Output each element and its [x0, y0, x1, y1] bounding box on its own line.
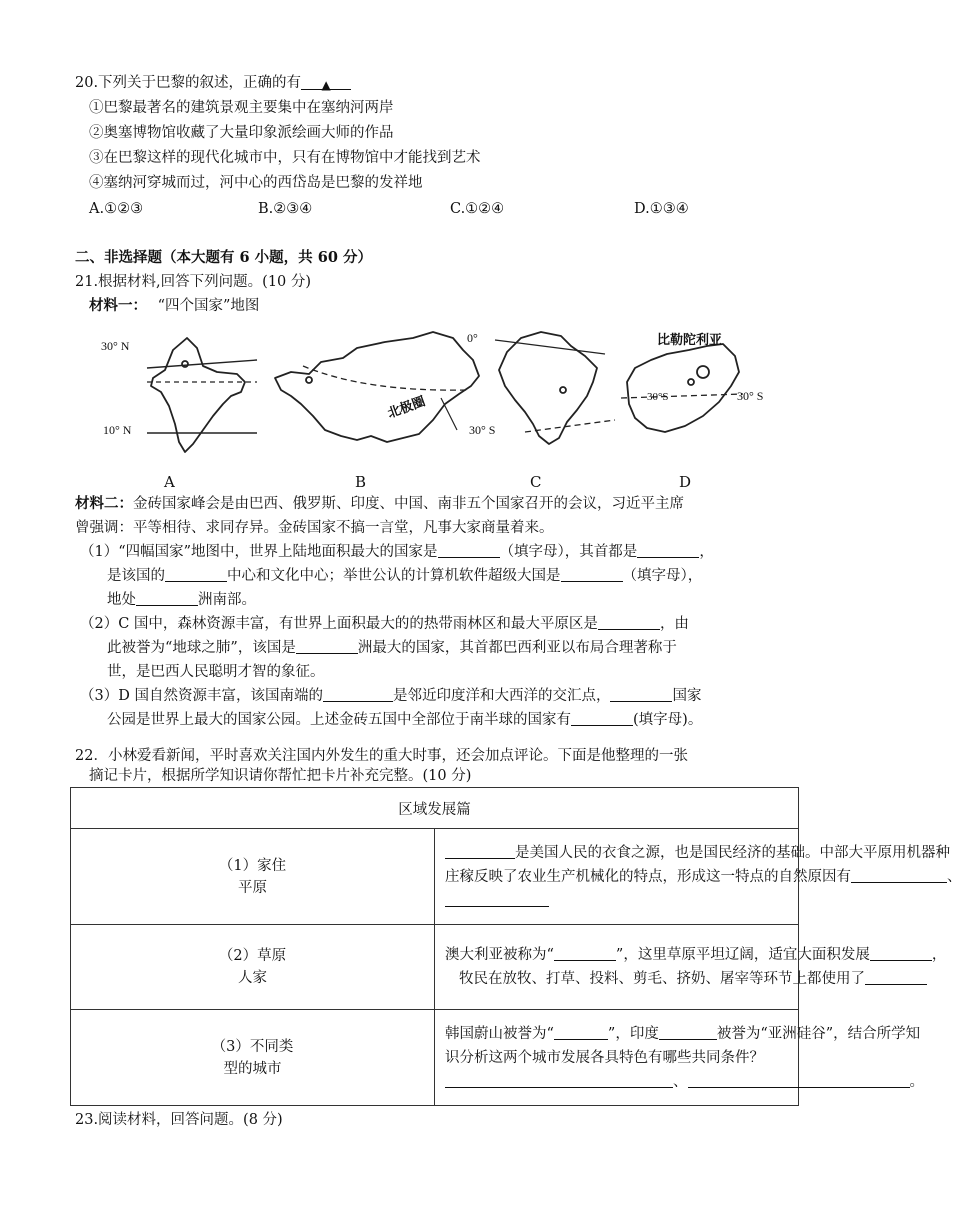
q21-p1-b: （填字母），其首都是: [499, 544, 638, 560]
q22-r2-left1: （2）草原: [218, 948, 287, 964]
q22-r1-blank3[interactable]: [445, 892, 549, 907]
map-c-brazil: [495, 332, 615, 444]
q22-card-table: [70, 787, 962, 1106]
q22-r2-blank3[interactable]: [865, 970, 927, 985]
q20-answer-blank[interactable]: [301, 75, 351, 90]
q22-r1-c: 、: [947, 868, 962, 885]
q21-p3-b: 是邻近印度洋和大西洋的交汇点，: [392, 688, 611, 704]
q21-part2-line2: [107, 638, 677, 658]
q21-part3-line2: [107, 710, 702, 730]
q22-r2-d: 牧民在放牧、打草、投料、剪毛、挤奶、屠宰等环节上都使用了: [459, 971, 865, 987]
q22-card-title: 区域发展篇: [71, 788, 799, 829]
q22-r3-e: 、: [673, 1073, 688, 1090]
q21-p1-e: 中心和文化中心；举世公认的计算机软件超级大国是: [227, 568, 561, 584]
q21-m1-label: 材料一：: [89, 297, 147, 314]
q21-material2-line1: [75, 494, 684, 514]
q22-r2-a: 澳大利亚被称为“: [445, 947, 554, 963]
q21-p3-a: （3）D 国自然资源丰富，该国南端的: [80, 688, 323, 704]
q22-row3-label: [71, 1010, 435, 1106]
q22-r3-f: 。: [909, 1073, 924, 1090]
q20-item-3: ③在巴黎这样的现代化城市中，只有在博物馆中才能找到艺术: [89, 150, 481, 166]
q21-p1-c: ，: [699, 544, 714, 560]
q22-r1-a: 是美国人民的衣食之源，也是国民经济的基础。中部大平原用机器种: [515, 844, 950, 861]
q20-item-4: ④塞纳河穿城而过，河中心的西岱岛是巴黎的发祥地: [89, 175, 423, 191]
map-d-capital: 比勒陀利亚: [657, 332, 723, 347]
q22-r3-b: ”，印度: [607, 1025, 659, 1042]
q22-r1-blank1[interactable]: [445, 844, 515, 859]
q21-p2-c: 此被誉为“地球之肺”，该国是: [107, 640, 296, 656]
q21-stem: 21.根据材料,回答下列问题。(10 分): [75, 274, 312, 290]
q21-p1-d: 是该国的: [107, 568, 165, 584]
q22-r1-left1: （1）家住: [218, 857, 287, 874]
q21-p1-blank2[interactable]: [637, 543, 699, 558]
q21-material1: [89, 296, 259, 316]
q20-stem-text: 20.下列关于巴黎的叙述，正确的有: [75, 75, 302, 91]
q22-r1-b: 庄稼反映了农业生产机械化的特点，形成这一特点的自然原因有: [445, 868, 851, 885]
map-b-russia: [275, 332, 479, 442]
four-countries-maps: [95, 320, 795, 470]
q20-option-d[interactable]: D.①③④: [634, 201, 689, 217]
map-label-a: A: [164, 473, 175, 491]
q21-m1-title: “四个国家”地图: [157, 298, 260, 314]
map-a-india: [147, 338, 257, 452]
q22-row1-label: [71, 829, 435, 925]
q22-row3-content: [435, 1010, 924, 1106]
q21-p3-blank3[interactable]: [571, 711, 633, 726]
q21-material2-line2: 曾强调：平等相待、求同存异。金砖国家不搞一言堂，凡事大家商量着来。: [75, 520, 554, 536]
q20-option-a[interactable]: A.①②③: [89, 201, 144, 217]
q21-part3-line1: [80, 686, 701, 706]
map-d-lat: 30° S: [737, 389, 764, 403]
q22-r3-left1: （3）不同类: [211, 1038, 294, 1055]
q22-r3-blank3[interactable]: [445, 1073, 673, 1088]
q22-r3-blank1[interactable]: [554, 1025, 608, 1040]
q20-option-b[interactable]: B.②③④: [258, 201, 313, 217]
q22-r3-d: 识分析这两个城市发展各具特色有哪些共同条件？: [445, 1049, 764, 1066]
q21-p1-blank5[interactable]: [136, 591, 198, 606]
map-a-lat-bottom: 10° N: [103, 423, 132, 437]
q20-marker: ▲: [321, 78, 331, 92]
q21-p3-d: 公园是世界上最大的国家公园。上述金砖五国中全部位于南半球的国家有: [107, 712, 571, 728]
q22-r2-c: ，: [931, 947, 947, 963]
q21-p3-blank2[interactable]: [610, 687, 672, 702]
q21-m2-label: 材料二：: [75, 495, 133, 512]
q20-stem: [75, 73, 351, 93]
q20-item-2: ②奥塞博物馆收藏了大量印象派绘画大师的作品: [89, 125, 394, 141]
q21-p1-a: （1）“四幅国家”地图中，世界上陆地面积最大的国家是: [80, 544, 438, 560]
q22-row1-content: [435, 829, 962, 925]
q21-p1-blank3[interactable]: [165, 567, 227, 582]
q21-p2-b: ，由: [659, 616, 689, 632]
q21-p1-f: （填字母），: [622, 568, 703, 584]
q22-r3-blank2[interactable]: [659, 1025, 717, 1040]
q22-stem-line2: 摘记卡片，根据所学知识请你帮忙把卡片补充完整。(10 分): [89, 768, 472, 784]
q21-part1-line3: [107, 590, 256, 610]
q22-r2-b: ”，这里草原平坦辽阔，适宜大面积发展: [615, 947, 870, 963]
q21-p3-c: 国家: [672, 688, 702, 704]
map-d-south-africa: [621, 344, 743, 432]
q22-r2-blank1[interactable]: [554, 946, 616, 961]
q21-p2-d: 洲最大的国家，其首都巴西利亚以布局合理著称于: [357, 640, 677, 656]
map-label-d: D: [679, 473, 692, 491]
q22-r1-left2: 平原: [238, 879, 267, 896]
map-c-lat-bottom: 30° S: [469, 423, 496, 437]
q22-r2-blank2[interactable]: [870, 946, 932, 961]
section2-heading: 二、非选择题（本大题有 6 小题，共 60 分）: [75, 249, 372, 266]
map-c-lat-top: 0°: [467, 331, 478, 345]
q21-part1-line2: [107, 566, 702, 586]
q21-m2-text1: 金砖国家峰会是由巴西、俄罗斯、印度、中国、南非五个国家召开的会议，习近平主席: [133, 496, 684, 512]
map-d-lat-inner: 30°S: [647, 391, 669, 403]
q21-p3-blank1[interactable]: [323, 687, 393, 702]
q22-r3-blank4[interactable]: [688, 1073, 910, 1088]
q22-r1-blank2[interactable]: [851, 868, 947, 883]
q20-option-c[interactable]: C.①②④: [450, 201, 505, 217]
q21-p1-g: 地处: [107, 592, 136, 608]
q22-row2-content: [435, 925, 947, 1010]
q23-stem: 23.阅读材料，回答问题。(8 分): [75, 1112, 283, 1128]
q21-p1-blank4[interactable]: [561, 567, 623, 582]
q21-p1-h: 洲南部。: [198, 592, 256, 608]
q22-r2-left2: 人家: [238, 970, 267, 986]
map-b-arctic-circle: 北极圈: [385, 393, 428, 421]
q21-part2-line1: [80, 614, 689, 634]
q22-r3-a: 韩国蔚山被誉为“: [445, 1025, 554, 1042]
map-a-lat-top: 30° N: [101, 339, 130, 353]
q22-r3-left2: 型的城市: [223, 1060, 282, 1077]
q21-part2-line3: 世，是巴西人民聪明才智的象征。: [107, 664, 325, 680]
q22-stem-line1: 22．小林爱看新闻，平时喜欢关注国内外发生的重大时事，还会加点评论。下面是他整理的一张: [75, 748, 688, 764]
q21-p1-blank1[interactable]: [438, 543, 500, 558]
q22-r3-c: 被誉为“亚洲硅谷”，结合所学知: [716, 1025, 921, 1042]
q20-item-1: ①巴黎最著名的建筑景观主要集中在塞纳河两岸: [89, 100, 394, 116]
q21-p3-e: (填字母)。: [633, 712, 703, 728]
q21-part1-line1: [80, 542, 714, 562]
q21-p2-blank1[interactable]: [598, 615, 660, 630]
q21-p2-a: （2）C 国中，森林资源丰富，有世界上面积最大的的热带雨林区和最大平原区是: [80, 616, 598, 632]
q21-p2-blank2[interactable]: [296, 639, 358, 654]
map-label-b: B: [355, 473, 367, 491]
map-label-c: C: [530, 473, 542, 491]
q22-row2-label: [71, 925, 435, 1010]
